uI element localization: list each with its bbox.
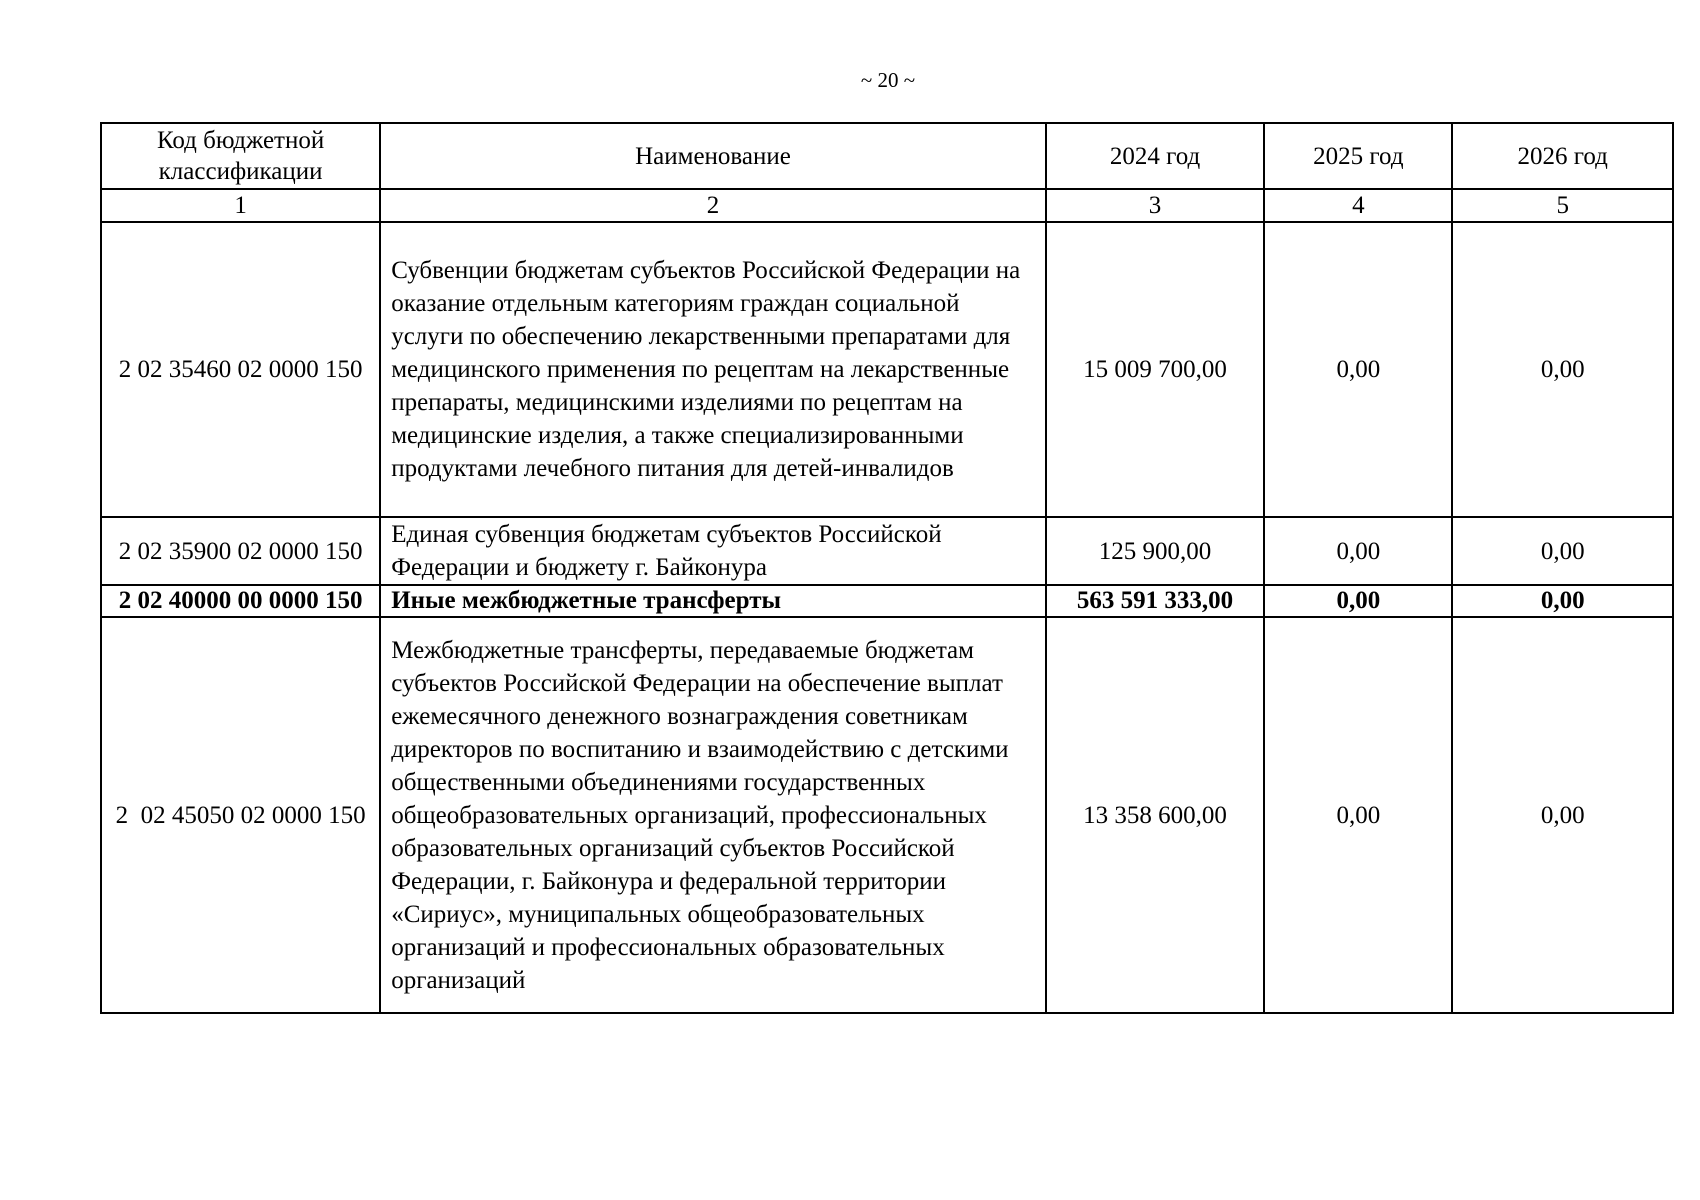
header-2026: 2026 год [1452,123,1673,189]
budget-table [100,122,1674,1014]
table-row [101,517,1673,585]
header-name: Наименование [380,123,1046,189]
header-2025: 2025 год [1264,123,1452,189]
row-value-2024: 15 009 700,00 [1046,222,1265,517]
row-value-2025: 0,00 [1264,517,1452,585]
header-code: Код бюджетной классификации [101,123,380,189]
row-value-2024: 125 900,00 [1046,517,1265,585]
row-value-2026: 0,00 [1452,517,1673,585]
row-name: Иные межбюджетные трансферты [380,585,1046,617]
column-number: 5 [1452,189,1673,222]
table-row-total [101,585,1673,617]
table-row [101,617,1673,1013]
row-value-2026: 0,00 [1452,617,1673,1013]
row-code: 2 02 35460 02 0000 150 [101,222,380,517]
row-value-2026: 0,00 [1452,585,1673,617]
column-number-row [101,189,1673,222]
header-2024: 2024 год [1046,123,1265,189]
column-number: 3 [1046,189,1265,222]
row-value-2025: 0,00 [1264,585,1452,617]
row-code: 2 02 40000 00 0000 150 [101,585,380,617]
column-number: 4 [1264,189,1452,222]
row-name: Субвенции бюджетам субъектов Российской Федерации на оказание отдельным категориям граждан социальной услуги по обеспечению лекарственными препаратами для медицинского применения по рецептам на лекарственные препараты, медицинскими изделиями по рецептам на медицинские изделия, а также специализированными продуктами лечебного питания для детей-инвалидов [380,222,1046,517]
page-number: ~ 20 ~ [860,68,916,92]
column-number: 1 [101,189,380,222]
row-code: 2 02 35900 02 0000 150 [101,517,380,585]
row-value-2025: 0,00 [1264,222,1452,517]
column-number: 2 [380,189,1046,222]
row-name: Единая субвенция бюджетам субъектов Российской Федерации и бюджету г. Байконура [380,517,1046,585]
table-header-row [101,123,1673,189]
row-value-2026: 0,00 [1452,222,1673,517]
row-name: Межбюджетные трансферты, передаваемые бюджетам субъектов Российской Федерации на обеспечение выплат ежемесячного денежного вознаграждения советникам директоров по воспитанию и взаимодействию с детскими общественными объединениями государственных общеобразовательных организаций, профессиональных образовательных организаций субъектов Российской Федерации, г. Байконура и федеральной территории «Сириус», муниципальных общеобразовательных организаций и профессиональных образовательных организаций [380,617,1046,1013]
row-value-2024: 13 358 600,00 [1046,617,1265,1013]
row-value-2025: 0,00 [1264,617,1452,1013]
row-value-2024: 563 591 333,00 [1046,585,1265,617]
row-code: 2 02 45050 02 0000 150 [101,617,380,1013]
table-row [101,222,1673,517]
